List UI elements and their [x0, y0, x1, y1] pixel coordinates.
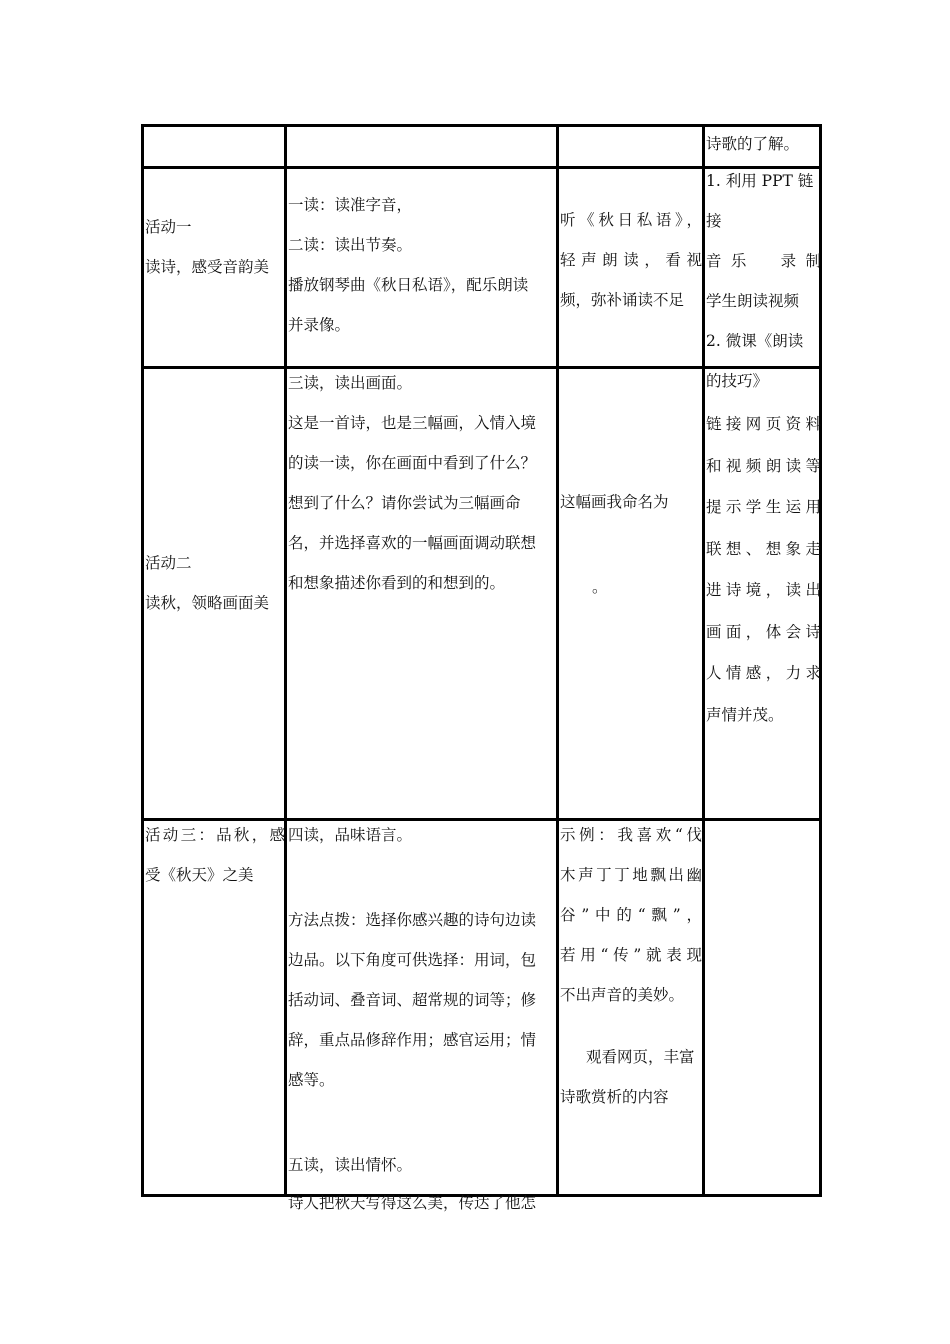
cell-text: 2. 微课《朗读	[706, 332, 804, 350]
row2-activity-cell	[145, 543, 285, 623]
cell-text: 名，并选择喜欢的一幅画面调动联想	[288, 534, 537, 552]
cell-text: 五读，读出情怀。	[288, 1156, 413, 1174]
column-divider	[702, 124, 705, 1197]
cell-text: 这幅画我命名为	[560, 493, 669, 511]
cell-text: 边品。以下角度可供选择：用词，包	[288, 951, 537, 969]
cell-text: 观看网页，丰富	[586, 1048, 695, 1066]
cell-text: 联想、想象走	[706, 539, 821, 558]
cell-text: 诗人把秋天写得这么美，传达了他怎	[288, 1194, 537, 1212]
row3-activity-cell	[145, 815, 285, 895]
cell-text: 不出声音的美妙。	[560, 986, 685, 1004]
row2-student-cell	[560, 482, 702, 607]
activity-title: 活动三：品秋，感	[145, 826, 285, 844]
cell-text: 的技巧》	[706, 372, 769, 390]
row1-resource-cell	[706, 161, 821, 401]
cell-text: 谷”中的“飘”，	[560, 906, 702, 924]
cell-text: 提示学生运用	[706, 498, 821, 516]
row1-student-cell	[560, 200, 702, 320]
row1-teacher-cell	[288, 185, 558, 345]
row3-teacher-cell	[288, 815, 558, 1221]
cell-text: 二读：读出节奏。	[288, 236, 413, 254]
cell-text: 诗歌赏析的内容	[560, 1088, 669, 1106]
row1-activity-cell	[145, 207, 285, 287]
cell-text: 感等。	[288, 1071, 335, 1089]
cell-text: 并录像。	[288, 316, 351, 334]
cell-text: 和视频朗读等	[706, 456, 821, 475]
cell-text: 。	[592, 578, 608, 596]
cell-text: 音乐 录制	[706, 252, 821, 270]
cell-text: 播放钢琴曲《秋日私语》，配乐朗读	[288, 276, 529, 294]
activity-title: 活动二	[145, 554, 192, 572]
table-border-left	[141, 124, 144, 1197]
cell-text: 和想象描述你看到的和想到的。	[288, 574, 506, 592]
cell-text: 的读一读，你在画面中看到了什么？	[288, 454, 537, 472]
cell-text: 这是一首诗，也是三幅画，入情入境	[288, 414, 537, 432]
cell-text: 若用“传”就表现	[560, 946, 702, 964]
row0-resource-cell	[706, 124, 821, 164]
cell-text: 声情并茂。	[706, 705, 784, 724]
activity-subtitle: 受《秋天》之美	[145, 866, 254, 884]
cell-text: 画面，体会诗	[706, 622, 821, 641]
cell-text: 频，弥补诵读不足	[560, 291, 685, 309]
cell-text: 三读，读出画面。	[288, 374, 413, 392]
cell-text: 想到了什么？请你尝试为三幅画命	[288, 494, 521, 512]
activity-subtitle: 读诗，感受音韵美	[145, 258, 270, 276]
cell-text: 四读，品味语言。	[288, 826, 413, 844]
cell-text: 链接网页资料	[706, 415, 821, 433]
cell-text: 人情感，力求	[706, 664, 821, 682]
cell-text: 学生朗读视频	[706, 292, 800, 310]
cell-text: 轻声朗读，看视	[560, 251, 702, 269]
cell-text: 诗歌的了解。	[706, 135, 800, 153]
cell-text: 进诗境，读出	[706, 581, 821, 599]
cell-text: 方法点拨：选择你感兴趣的诗句边读	[288, 911, 537, 929]
cell-text: 括动词、叠音词、超常规的词等；修	[288, 991, 537, 1009]
cell-text: 辞，重点品修辞作用；感官运用；情	[288, 1031, 537, 1049]
row3-student-cell	[560, 815, 702, 1117]
cell-text: 示例：我喜欢“伐	[560, 826, 702, 844]
activity-subtitle: 读秋，领略画面美	[145, 594, 270, 612]
row2-teacher-cell	[288, 363, 558, 603]
cell-text: 木声丁丁地飘出幽	[560, 866, 702, 884]
cell-text: 1. 利用 PPT 链接	[706, 172, 814, 230]
row2-resource-cell	[706, 404, 821, 736]
cell-text: 一读：读准字音，	[288, 196, 413, 214]
cell-text: 听《秋日私语》，	[560, 211, 702, 229]
activity-title: 活动一	[145, 218, 192, 236]
